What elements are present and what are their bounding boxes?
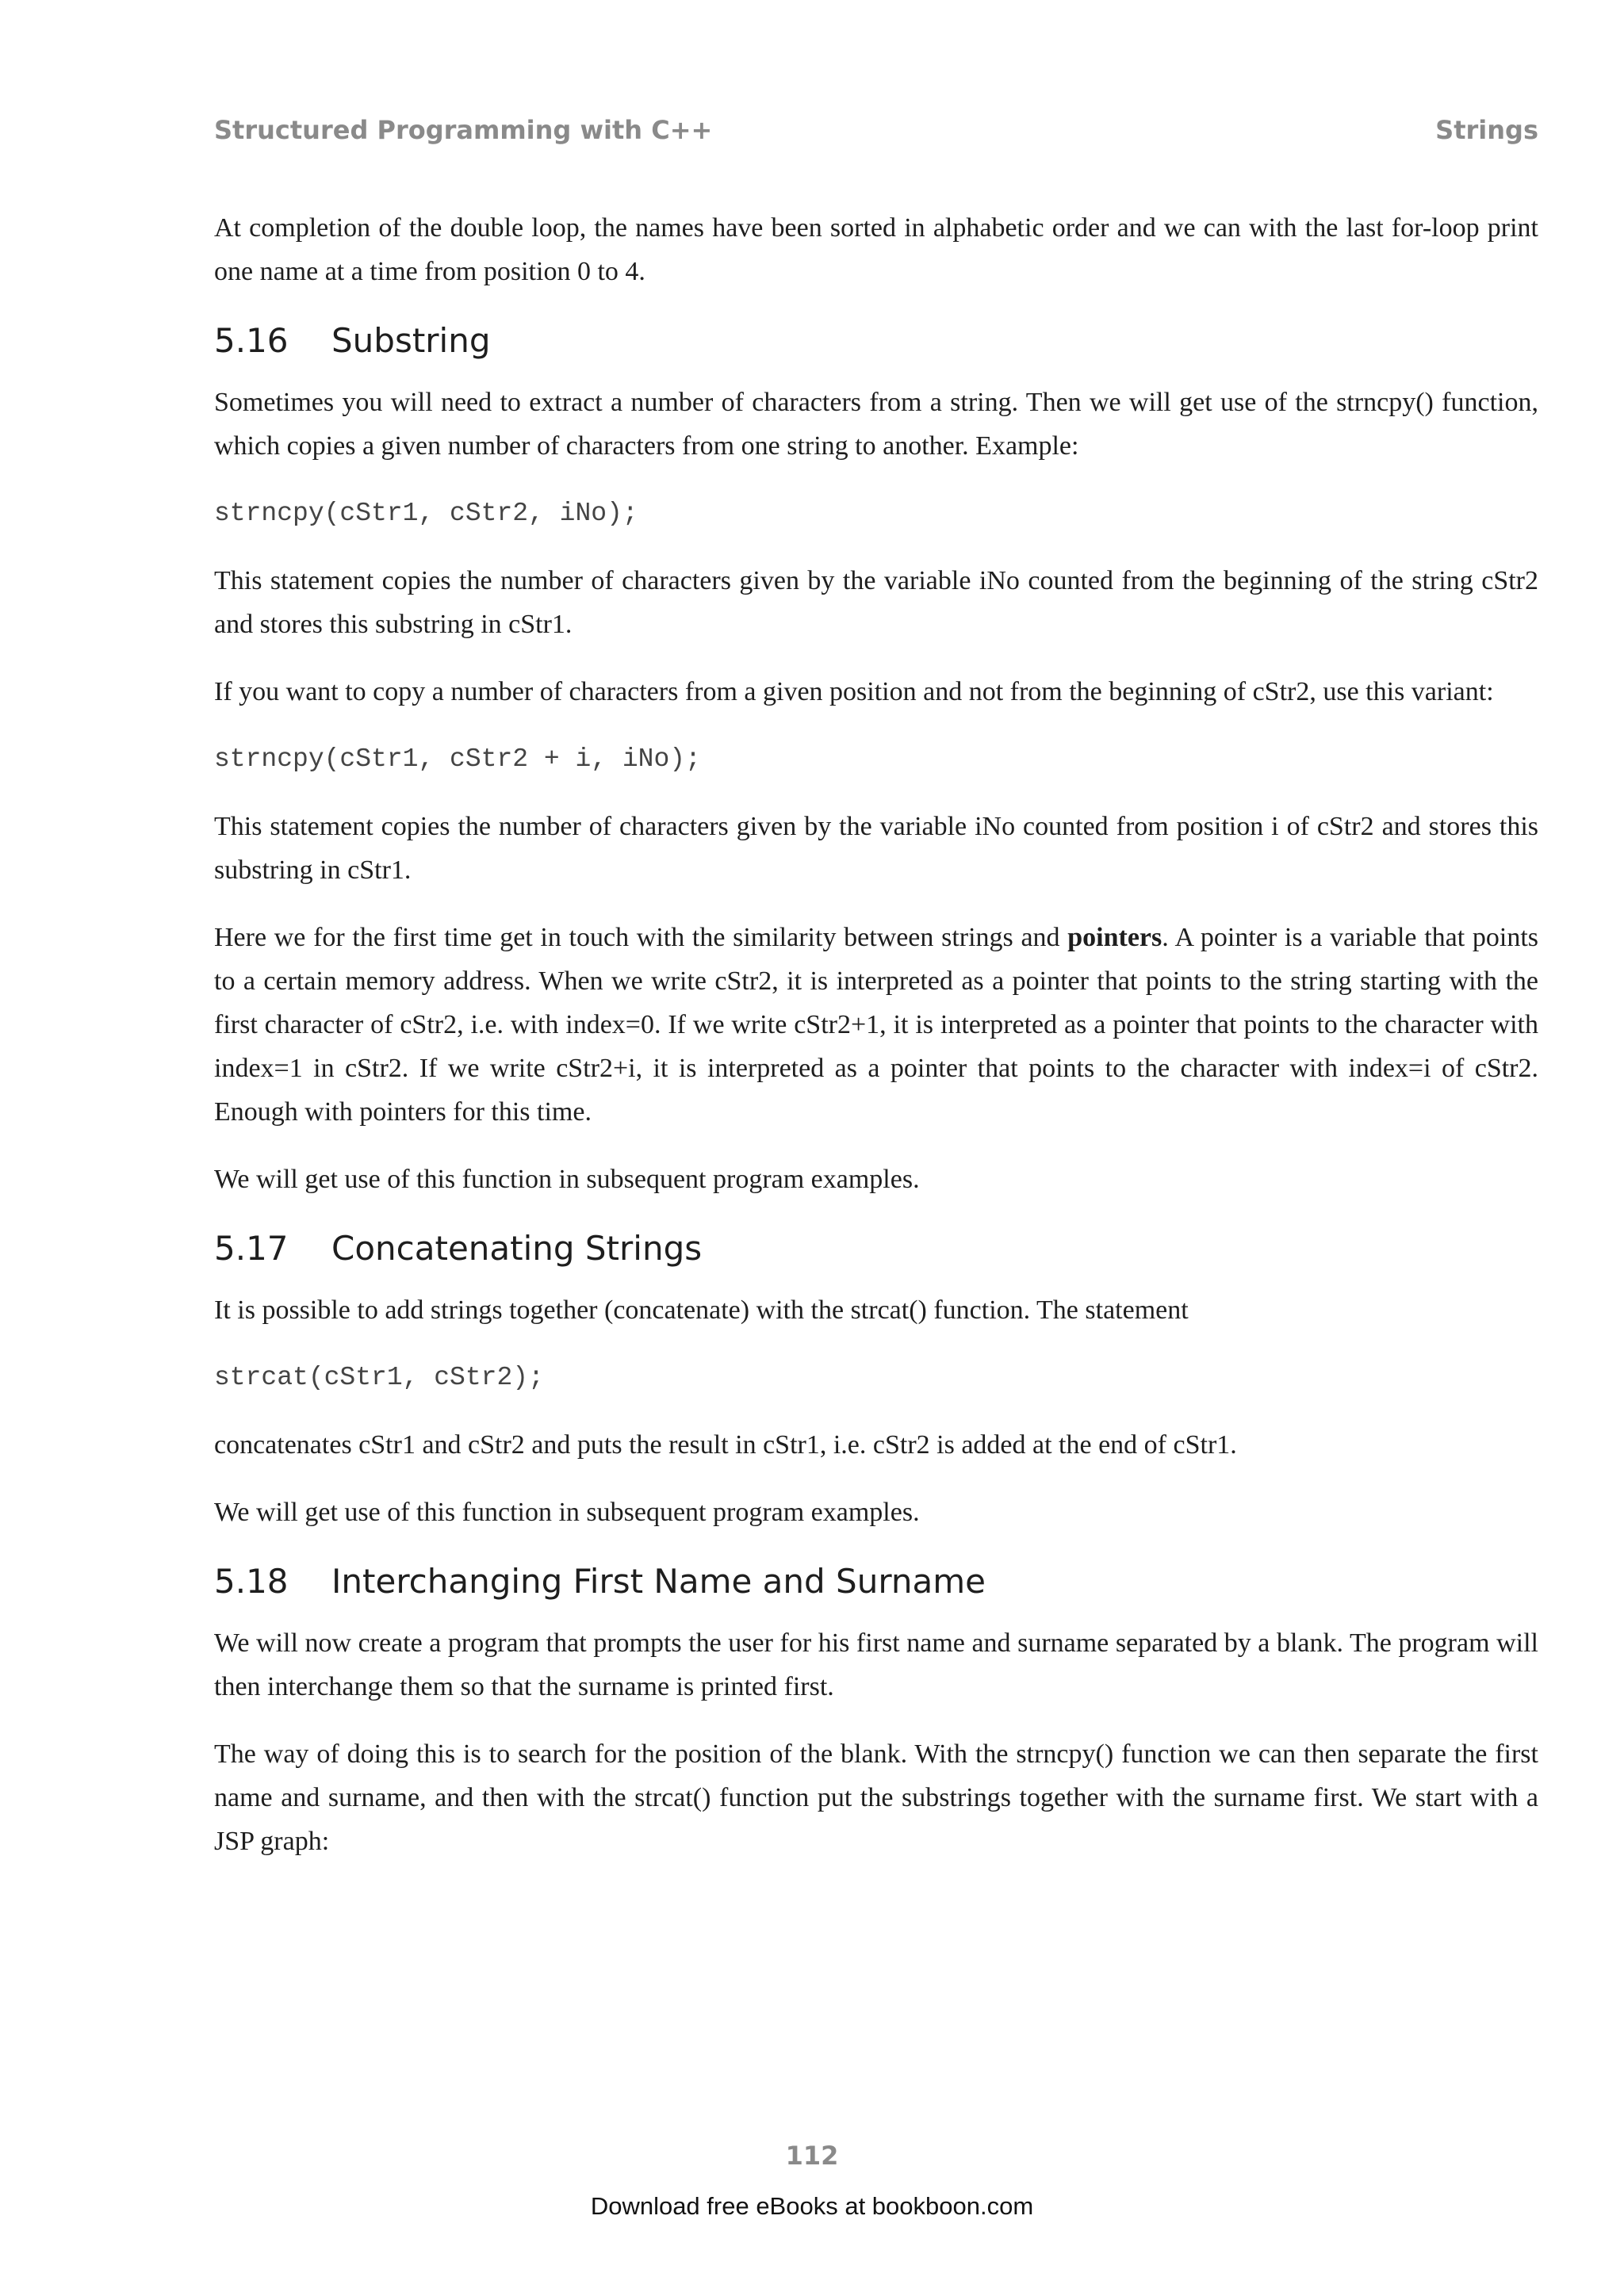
paragraph: Sometimes you will need to extract a number of characters from a string. Then we will get use of the strncpy() function, which copies a given number of characters from one string to another. Example: (214, 388, 1538, 461)
header-book-title: Structured Programming with C++ (214, 115, 713, 145)
paragraph: We will get use of this function in subsequent program examples. (214, 1165, 920, 1194)
section-number: 5.16 (214, 321, 289, 360)
section-number: 5.18 (214, 1562, 289, 1601)
section-heading-5-17 (214, 1225, 1538, 1272)
text-run: Here we for the first time get in touch with the similarity between strings and (214, 923, 1068, 952)
section-title: Interchanging First Name and Surname (331, 1562, 986, 1601)
intro-paragraph: At completion of the double loop, the names have been sorted in alphabetic order and we can with the last for-loop print one name at a time from position 0 to 4. (214, 213, 1538, 286)
paragraph: This statement copies the number of characters given by the variable iNo counted from position i of cStr2 and stores this substring in cStr1. (214, 812, 1538, 885)
paragraph: We will get use of this function in subsequent program examples. (214, 1498, 920, 1527)
pointers-paragraph (214, 916, 1538, 1134)
section-title: Concatenating Strings (331, 1229, 703, 1268)
paragraph: It is possible to add strings together (concatenate) with the strcat() function. The statement (214, 1295, 1189, 1325)
code-line: strncpy(cStr1, cStr2, iNo); (214, 499, 638, 528)
footer-download-link[interactable]: Download free eBooks at bookboon.com (590, 2192, 1034, 2220)
section-heading-5-18 (214, 1558, 1538, 1605)
paragraph: If you want to copy a number of characters from a given position and not from the beginning of cStr2, use this variant: (214, 677, 1494, 706)
paragraph: concatenates cStr1 and cStr2 and puts the result in cStr1, i.e. cStr2 is added at the end of cStr1. (214, 1430, 1237, 1460)
paragraph: We will now create a program that prompts the user for his first name and surname separated by a blank. The program will then interchange them so that the surname is printed first. (214, 1628, 1538, 1701)
bold-term: pointers (1067, 923, 1162, 952)
paragraph: The way of doing this is to search for the position of the blank. With the strncpy() function we can then separate the first name and surname, and then with the strcat() function put the substrings together with the surname first. We start with a JSP graph: (214, 1739, 1538, 1856)
code-line: strcat(cStr1, cStr2); (214, 1363, 544, 1392)
text-run: . A pointer is a variable that points to a certain memory address. When we write cStr2, it is interpreted as a pointer that points to the string starting with the first character of cStr2, i.e. with index=0. If we write cStr2+1, it is interpreted as a pointer that points to the character with index=1 in cStr2. If we write cStr2+i, it is interpreted as a pointer that points to the character with index=i of cStr2. Enough with pointers for this time. (214, 923, 1538, 1127)
section-number: 5.17 (214, 1229, 289, 1268)
code-line: strncpy(cStr1, cStr2 + i, iNo); (214, 744, 701, 774)
header-chapter-title: Strings (1435, 115, 1538, 145)
running-header (214, 115, 1538, 145)
section-title: Substring (331, 321, 491, 360)
page-body (214, 206, 1538, 1887)
paragraph: This statement copies the number of characters given by the variable iNo counted from the beginning of the string cStr2 and stores this substring in cStr1. (214, 566, 1538, 639)
page-number: 112 (785, 2141, 839, 2171)
section-heading-5-16 (214, 317, 1538, 365)
